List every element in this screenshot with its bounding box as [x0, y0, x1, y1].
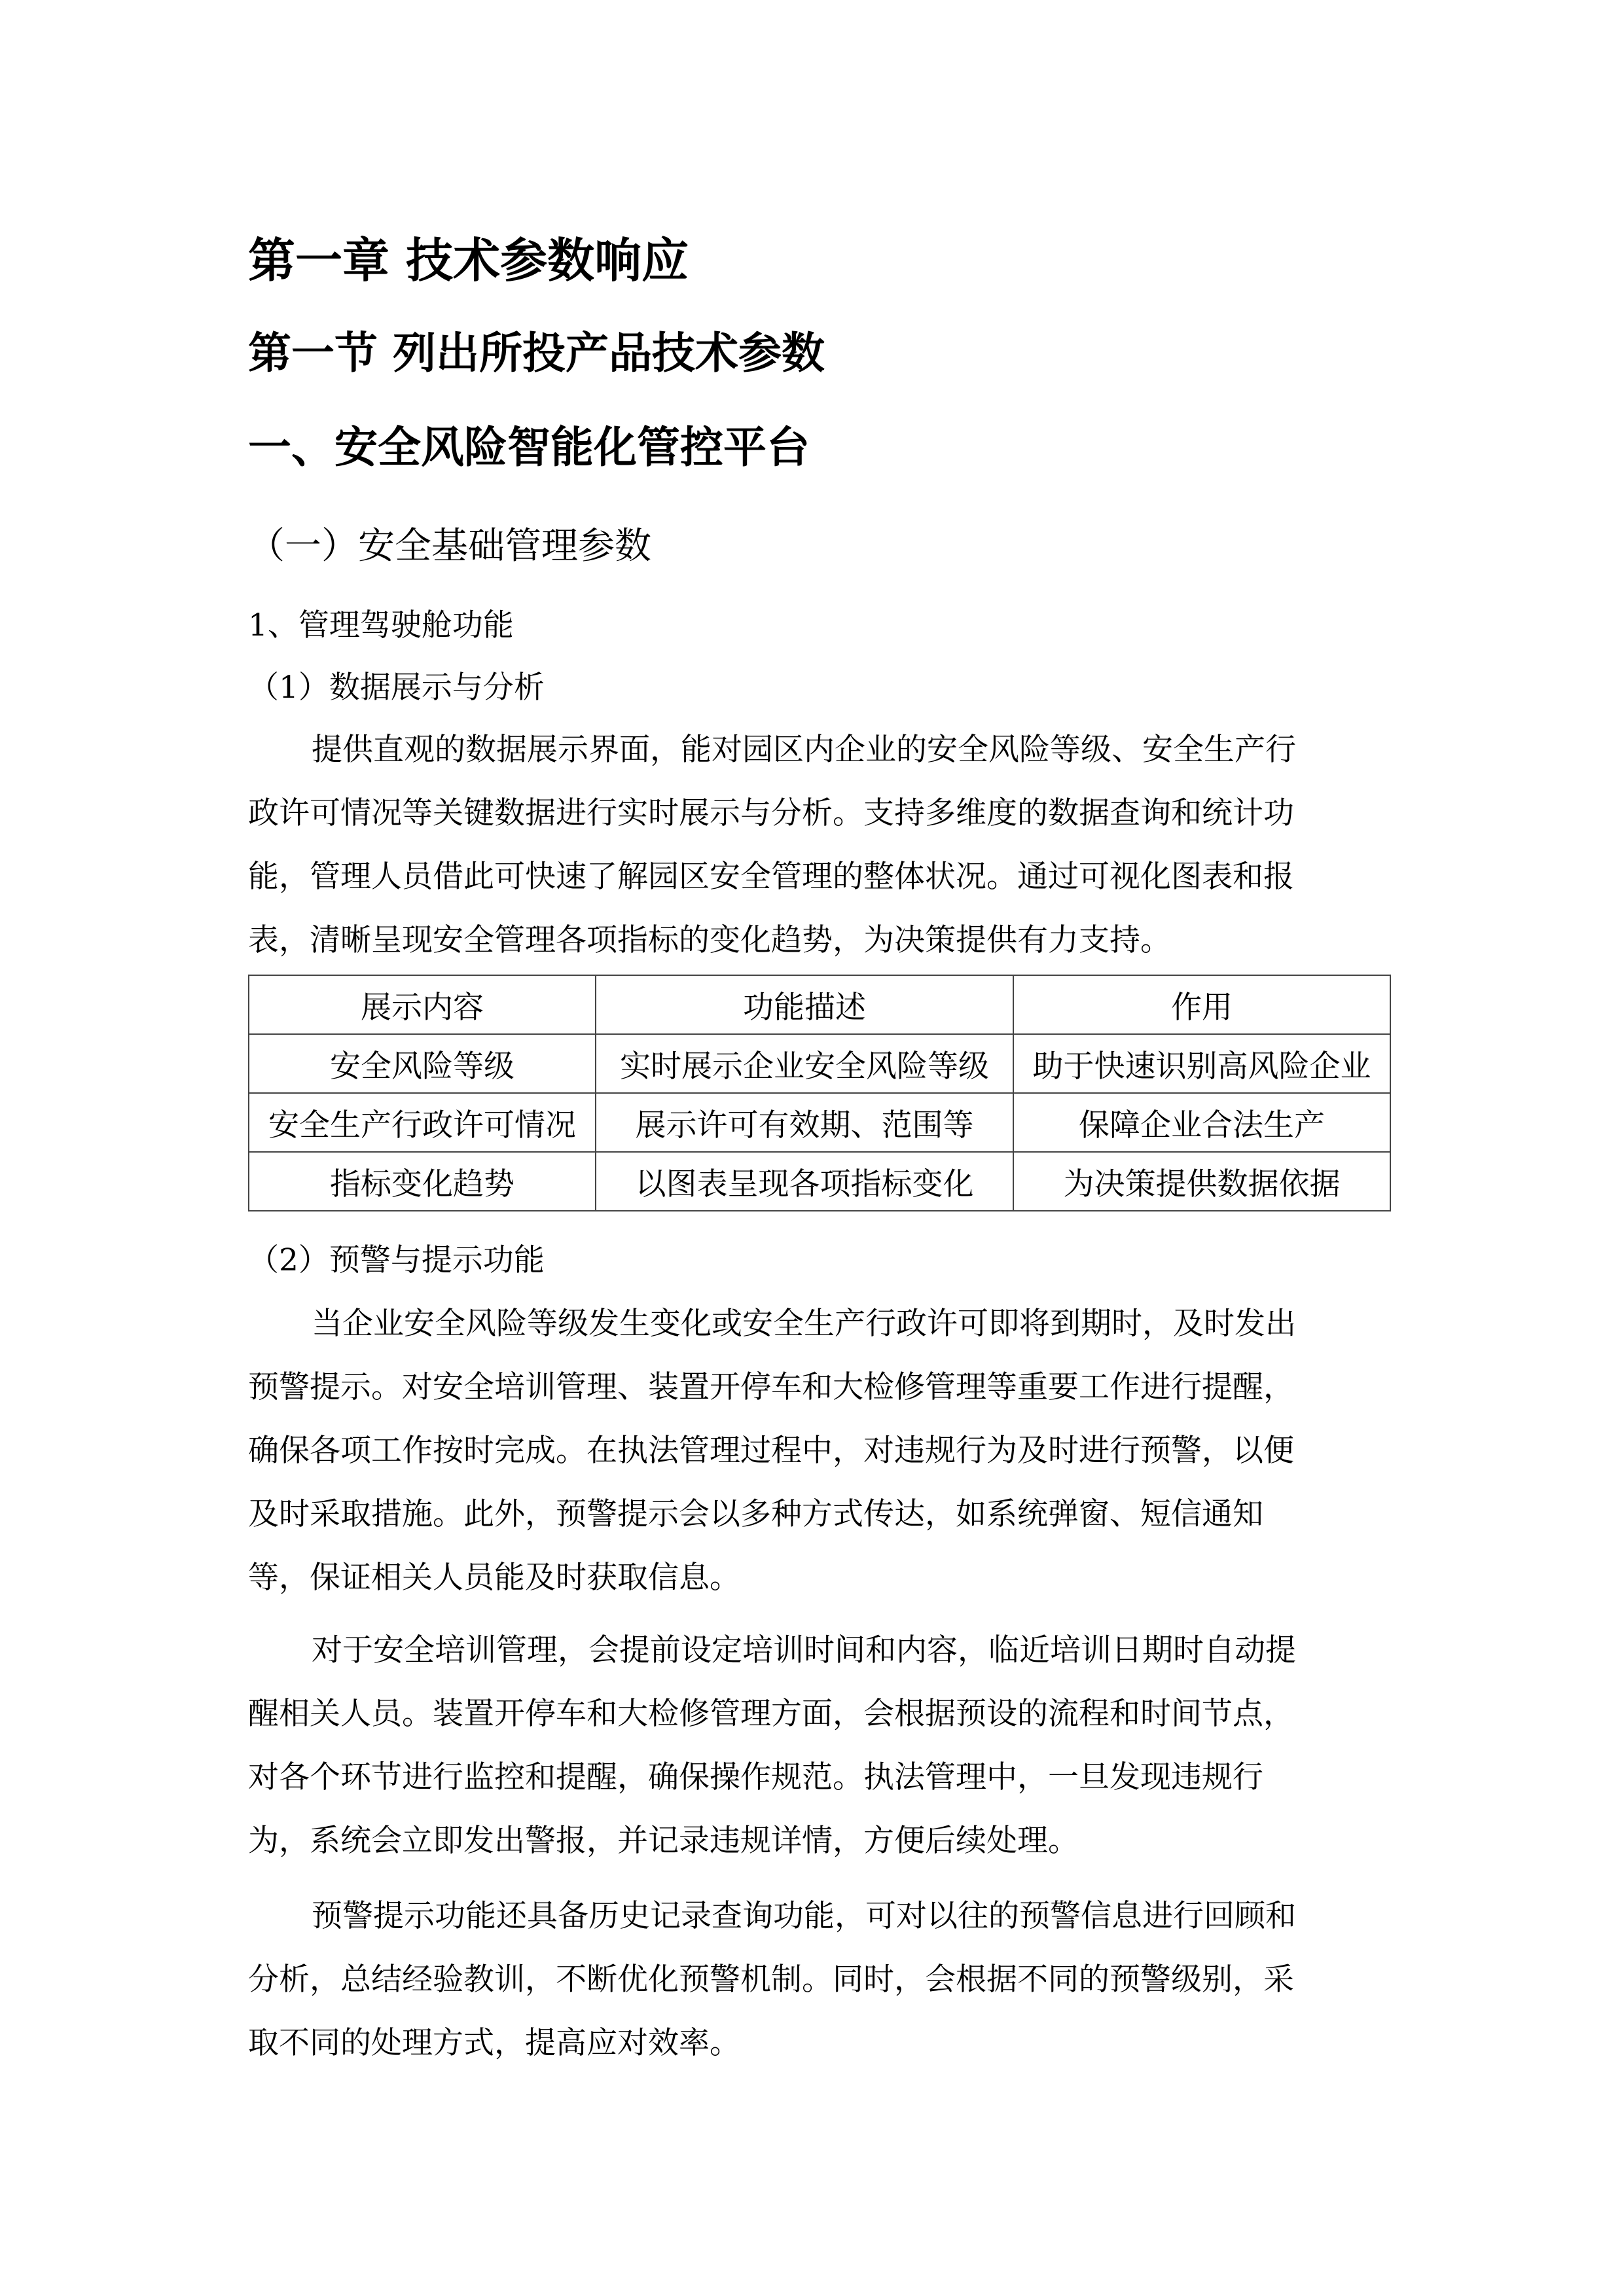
sub-heading-2: （2）预警与提示功能: [248, 1242, 545, 1278]
paragraph-line: 能，管理人员借此可快速了解园区安全管理的整体状况。通过可视化图表和报: [248, 859, 1294, 895]
display-content-table: [248, 975, 1391, 1211]
table-cell: 展示许可有效期、范围等: [596, 1093, 1013, 1152]
paragraph-warning: [248, 1292, 1391, 1609]
table-header-cell: 展示内容: [249, 975, 596, 1034]
table-header-cell: 作用: [1013, 975, 1390, 1034]
paragraph-history-query: [248, 1884, 1391, 2075]
part-heading: 一、安全风险智能化管控平台: [248, 422, 810, 473]
paragraph-line: 取不同的处理方式，提高应对效率。: [248, 2025, 740, 2061]
paragraph-line: 等，保证相关人员能及时获取信息。: [248, 1560, 740, 1596]
table-header-row: [249, 975, 1390, 1034]
paragraph-line: 为，系统会立即发出警报，并记录违规详情，方便后续处理。: [248, 1823, 1079, 1859]
subpart-heading: （一）安全基础管理参数: [248, 525, 651, 567]
paragraph-line: 提供直观的数据展示界面，能对园区内企业的安全风险等级、安全生产行: [312, 732, 1296, 768]
paragraph-line: 对各个环节进行监控和提醒，确保操作规范。执法管理中，一旦发现违规行: [248, 1759, 1263, 1795]
table-cell: 安全生产行政许可情况: [249, 1093, 596, 1152]
table-cell: 以图表呈现各项指标变化: [596, 1152, 1013, 1211]
section-heading: 第一节 列出所投产品技术参数: [248, 328, 825, 378]
paragraph-data-display: [248, 718, 1391, 972]
paragraph-line: 及时采取措施。此外，预警提示会以多种方式传达，如系统弹窗、短信通知: [248, 1496, 1263, 1532]
paragraph-training-reminder: [248, 1619, 1391, 1873]
table-row: [249, 1152, 1390, 1211]
chapter-heading: 第一章 技术参数响应: [248, 233, 689, 288]
table-cell: 为决策提供数据依据: [1013, 1152, 1390, 1211]
paragraph-line: 分析，总结经验教训，不断优化预警机制。同时，会根据不同的预警级别，采: [248, 1962, 1294, 1998]
table-header-cell: 功能描述: [596, 975, 1013, 1034]
table-cell: 指标变化趋势: [249, 1152, 596, 1211]
table-cell: 实时展示企业安全风险等级: [596, 1034, 1013, 1093]
sub-heading-1: （1）数据展示与分析: [248, 670, 545, 706]
table-row: [249, 1093, 1390, 1152]
paragraph-line: 表，清晰呈现安全管理各项指标的变化趋势，为决策提供有力支持。: [248, 922, 1171, 958]
paragraph-line: 政许可情况等关键数据进行实时展示与分析。支持多维度的数据查询和统计功: [248, 795, 1294, 831]
paragraph-line: 对于安全培训管理，会提前设定培训时间和内容，临近培训日期时自动提: [312, 1632, 1296, 1668]
table-row: [249, 1034, 1390, 1093]
paragraph-line: 醒相关人员。装置开停车和大检修管理方面，会根据预设的流程和时间节点，: [248, 1696, 1294, 1732]
table-cell: 安全风险等级: [249, 1034, 596, 1093]
paragraph-line: 确保各项工作按时完成。在执法管理过程中，对违规行为及时进行预警，以便: [248, 1433, 1294, 1469]
item-heading: 1、管理驾驶舱功能: [248, 607, 514, 643]
paragraph-line: 预警提示功能还具备历史记录查询功能，可对以往的预警信息进行回顾和: [312, 1898, 1296, 1934]
table-cell: 助于快速识别高风险企业: [1013, 1034, 1390, 1093]
paragraph-line: 预警提示。对安全培训管理、装置开停车和大检修管理等重要工作进行提醒，: [248, 1369, 1294, 1405]
paragraph-line: 当企业安全风险等级发生变化或安全生产行政许可即将到期时，及时发出: [312, 1306, 1296, 1342]
table-cell: 保障企业合法生产: [1013, 1093, 1390, 1152]
